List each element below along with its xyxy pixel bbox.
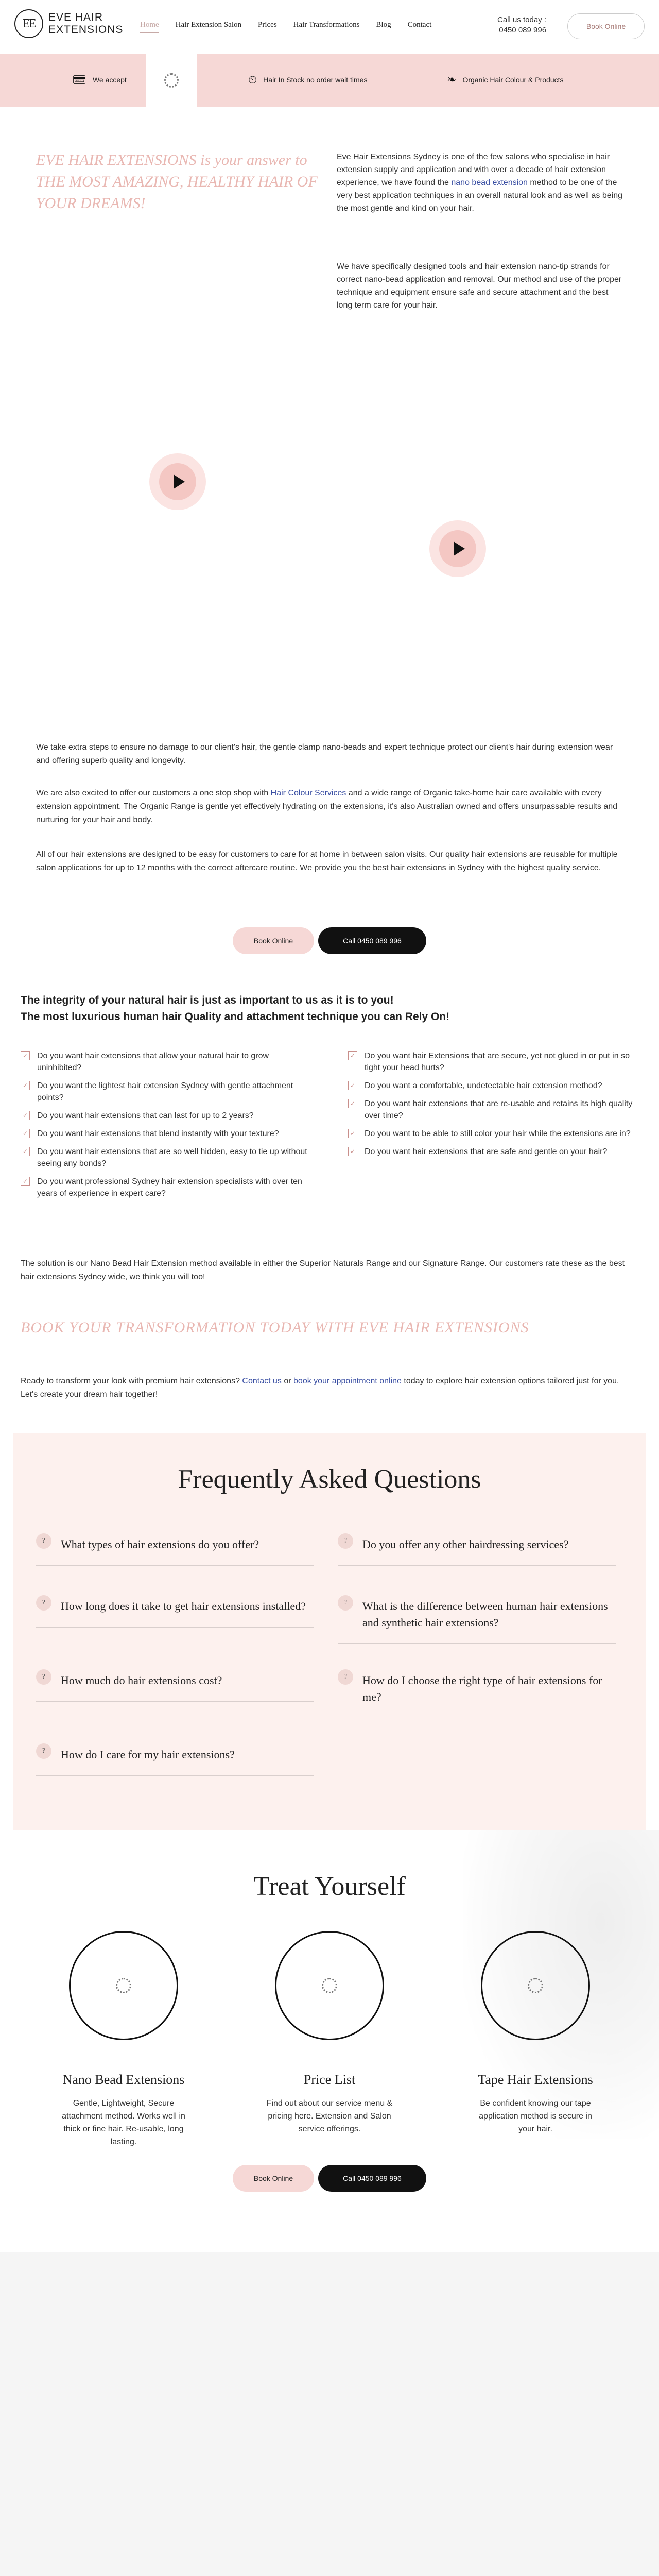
question-icon: ? — [36, 1669, 51, 1685]
check-icon: ✓ — [348, 1051, 357, 1060]
loading-spinner-icon — [322, 1978, 337, 1993]
check-icon: ✓ — [21, 1111, 30, 1120]
service-description: Be confident knowing our tape application method is secure in your hair. — [479, 2099, 592, 2133]
leaf-icon: ❧ — [447, 73, 457, 86]
nano-bead-link[interactable]: nano bead extension — [451, 178, 528, 187]
call-box — [497, 15, 546, 36]
loading-spinner-icon — [164, 73, 179, 88]
check-item — [348, 1050, 636, 1074]
check-icon: ✓ — [21, 1129, 30, 1138]
logo-line2: EXTENSIONS — [48, 24, 124, 36]
feature-label: We accept — [92, 76, 127, 84]
book-online-button[interactable]: Book Online — [233, 927, 314, 954]
book-online-button[interactable]: Book Online — [233, 2165, 314, 2192]
feature-bar — [0, 54, 659, 107]
checklist-left — [21, 1050, 309, 1206]
ready-text: or — [281, 1377, 294, 1385]
service-card[interactable] — [453, 1931, 618, 2136]
body-paragraph-2 — [36, 787, 623, 827]
faq-item[interactable] — [36, 1536, 314, 1566]
header-phone[interactable]: 0450 089 996 — [499, 26, 547, 35]
check-text: Do you want hair extensions that are so well hidden, easy to tie up without seeing any bonds? — [37, 1147, 307, 1168]
feature-label: Organic Hair Colour & Products — [462, 76, 564, 84]
check-icon: ✓ — [348, 1129, 357, 1138]
main-nav — [140, 21, 431, 33]
ready-text: Ready to transform your look with premium hair extensions? — [21, 1377, 242, 1385]
intro-paragraph-2: We have specifically designed tools and hair extension nano-tip strands for correct nano-bead application and removal. Our method and use of the proper technique and equipment ensure safe and secure attachment and the best long term care for your hair. — [337, 262, 622, 310]
check-item — [21, 1146, 309, 1170]
nav-contact[interactable]: Contact — [407, 21, 432, 29]
nav-salon[interactable]: Hair Extension Salon — [175, 21, 241, 29]
logo-text — [48, 11, 123, 36]
body-paragraph-3: All of our hair extensions are designed to be easy for customers to care for at home in between salon visits. Our quality hair extensions are reusable for multiple salon applications for up to 12 months with the correct aftercare routine. We provide you the best hair extensions in Sydney with the highest quality service. — [36, 850, 618, 872]
cta-row — [233, 927, 426, 954]
play-button-core — [159, 463, 196, 500]
check-text: Do you want hair extensions that can last for up to 2 years? — [37, 1111, 254, 1120]
question-icon: ? — [36, 1743, 51, 1759]
check-text: Do you want hair extensions that are safe and gentle on your hair? — [365, 1147, 608, 1156]
question-icon: ? — [36, 1595, 51, 1611]
book-transformation-heading: BOOK YOUR TRANSFORMATION TODAY WITH EVE HAIR EXTENSIONS — [21, 1319, 529, 1336]
book-appointment-link[interactable]: book your appointment online — [293, 1377, 402, 1385]
faq-question: What types of hair extensions do you offer? — [61, 1538, 259, 1551]
check-icon: ✓ — [348, 1099, 357, 1108]
video-play-button-2[interactable] — [429, 520, 486, 577]
site-header — [0, 0, 659, 54]
faq-item[interactable] — [338, 1672, 616, 1718]
play-button-core — [439, 530, 476, 567]
check-text: Do you want hair extensions that blend instantly with your texture? — [37, 1129, 279, 1138]
service-title[interactable]: Nano Bead Extensions — [62, 2072, 185, 2087]
integrity-line-1: The integrity of your natural hair is just as important to us as it is to you! — [21, 994, 394, 1006]
check-text: Do you want hair extensions that are re-usable and retains its high quality over time? — [365, 1099, 633, 1120]
intro-heading: EVE HAIR EXTENSIONS is your answer to THE MOST AMAZING, HEALTHY HAIR OF YOUR DREAMS! — [36, 151, 318, 212]
faq-item[interactable] — [36, 1672, 314, 1702]
call-label: Call us today : — [497, 15, 547, 24]
service-description: Gentle, Lightweight, Secure attachment method. Works well in thick or fine hair. Re-usable, long lasting. — [62, 2099, 185, 2146]
checklist-right — [348, 1050, 636, 1164]
body-paragraph-1: We take extra steps to ensure no damage to our client's hair, the gentle clamp nano-beads and expert technique protect our client's hair during extension wear and offering superb quality and longevity. — [36, 743, 613, 765]
check-item — [21, 1050, 309, 1074]
service-title[interactable]: Price List — [303, 2072, 356, 2087]
intro-paragraph-1 — [337, 150, 625, 215]
service-title[interactable]: Tape Hair Extensions — [478, 2072, 593, 2087]
treat-section — [0, 1830, 659, 2252]
service-description: Find out about our service menu & pricing here. Extension and Salon service offerings. — [266, 2099, 393, 2133]
logo[interactable] — [14, 9, 123, 38]
call-button[interactable]: Call 0450 089 996 — [318, 2165, 426, 2192]
service-image[interactable] — [481, 1931, 590, 2040]
faq-question: What is the difference between human hair extensions and synthetic hair extensions? — [362, 1600, 608, 1629]
body-text: and a wide range of Organic take-home hair care available with every extension appointment. The Organic Range is gentle yet effectively hydrating on the extensions, it's also Australian owned and offers unsurpassable results and nurturing for your hair and body. — [36, 789, 618, 824]
video-play-button-1[interactable] — [149, 453, 206, 510]
nav-prices[interactable]: Prices — [258, 21, 277, 29]
logo-mark: EE — [14, 9, 43, 38]
ready-paragraph — [21, 1375, 638, 1401]
faq-section — [13, 1433, 646, 1830]
check-icon: ✓ — [21, 1081, 30, 1090]
service-image[interactable] — [69, 1931, 178, 2040]
ready-text: today to explore hair extension options tailored just for you. Let's create your dream hair together! — [21, 1377, 619, 1399]
contact-us-link[interactable]: Contact us — [242, 1377, 282, 1385]
body-text: We are also excited to offer our customers a one stop shop with — [36, 789, 271, 798]
check-item — [348, 1080, 636, 1092]
payment-logo-placeholder — [146, 54, 197, 107]
loading-spinner-icon — [528, 1978, 543, 1993]
play-icon — [174, 474, 185, 489]
cta-row — [233, 2165, 426, 2192]
question-icon: ? — [338, 1533, 353, 1549]
card-icon: 💳︎ — [72, 73, 86, 86]
feature-label: Hair In Stock no order wait times — [263, 76, 368, 84]
feature-stock — [248, 73, 367, 87]
check-item — [21, 1128, 309, 1140]
check-text: Do you want hair Extensions that are secure, yet not glued in or put in so tight your head hurts? — [365, 1052, 630, 1072]
service-card[interactable] — [41, 1931, 206, 2148]
faq-item[interactable] — [338, 1598, 616, 1644]
check-text: Do you want a comfortable, undetectable hair extension method? — [365, 1081, 602, 1090]
check-item — [348, 1128, 636, 1140]
check-text: Do you want professional Sydney hair extension specialists with over ten years of experience in expert care? — [37, 1177, 302, 1198]
faq-question: How much do hair extensions cost? — [61, 1674, 222, 1687]
faq-item[interactable] — [36, 1747, 314, 1776]
check-item — [21, 1110, 309, 1122]
check-item — [348, 1146, 636, 1158]
call-button[interactable]: Call 0450 089 996 — [318, 927, 426, 954]
intro-text: method to be one of the very best application techniques in an overall natural look and as well as being the most gentle and kind on your hair. — [337, 178, 623, 213]
faq-question: How do I care for my hair extensions? — [61, 1748, 235, 1761]
feature-payment — [72, 73, 127, 87]
check-icon: ✓ — [348, 1081, 357, 1090]
footer-area — [0, 2252, 659, 2576]
intro-text: Eve Hair Extensions Sydney is one of the few salons who specialise in hair extension supply and application and with over a decade of hair extension experience, we have found the — [337, 152, 610, 187]
check-text: Do you want the lightest hair extension Sydney with gentle attachment points? — [37, 1081, 293, 1102]
faq-item[interactable] — [338, 1536, 616, 1566]
check-item — [21, 1176, 309, 1199]
check-item — [21, 1080, 309, 1104]
question-icon: ? — [36, 1533, 51, 1549]
nav-home[interactable]: Home — [140, 21, 159, 33]
check-icon: ✓ — [21, 1177, 30, 1186]
clock-icon: ⏲ — [248, 73, 257, 86]
check-icon: ✓ — [348, 1147, 357, 1156]
integrity-line-2: The most luxurious human hair Quality and attachment technique you can Rely On! — [21, 1011, 450, 1023]
treat-title: Treat Yourself — [253, 1872, 406, 1901]
nav-blog[interactable]: Blog — [376, 21, 391, 29]
question-icon: ? — [338, 1595, 353, 1611]
faq-item[interactable] — [36, 1598, 314, 1628]
check-text: Do you want to be able to still color your hair while the extensions are in? — [365, 1129, 631, 1138]
question-icon: ? — [338, 1669, 353, 1685]
faq-title: Frequently Asked Questions — [178, 1465, 481, 1494]
check-item — [348, 1098, 636, 1122]
faq-question: How long does it take to get hair extensions installed? — [61, 1600, 306, 1613]
solution-paragraph: The solution is our Nano Bead Hair Extension method available in either the Superior Naturals Range and our Signature Range. Our customers rate these as the best hair extensions Sydney wide, we think you will too! — [21, 1259, 625, 1281]
loading-spinner-icon — [116, 1978, 131, 1993]
logo-line1: EVE HAIR — [48, 11, 103, 23]
check-text: Do you want hair extensions that allow your natural hair to grow uninhibited? — [37, 1052, 269, 1072]
play-icon — [454, 541, 465, 556]
faq-question: Do you offer any other hairdressing services? — [362, 1538, 569, 1551]
service-card[interactable] — [247, 1931, 412, 2136]
faq-question: How do I choose the right type of hair extensions for me? — [362, 1674, 602, 1703]
header-book-button[interactable]: Book Online — [567, 13, 645, 39]
nav-transformations[interactable]: Hair Transformations — [293, 21, 360, 29]
feature-organic — [447, 73, 564, 87]
service-image[interactable] — [275, 1931, 384, 2040]
integrity-heading — [21, 992, 638, 1025]
check-icon: ✓ — [21, 1147, 30, 1156]
check-icon: ✓ — [21, 1051, 30, 1060]
hair-colour-link[interactable]: Hair Colour Services — [270, 789, 346, 798]
